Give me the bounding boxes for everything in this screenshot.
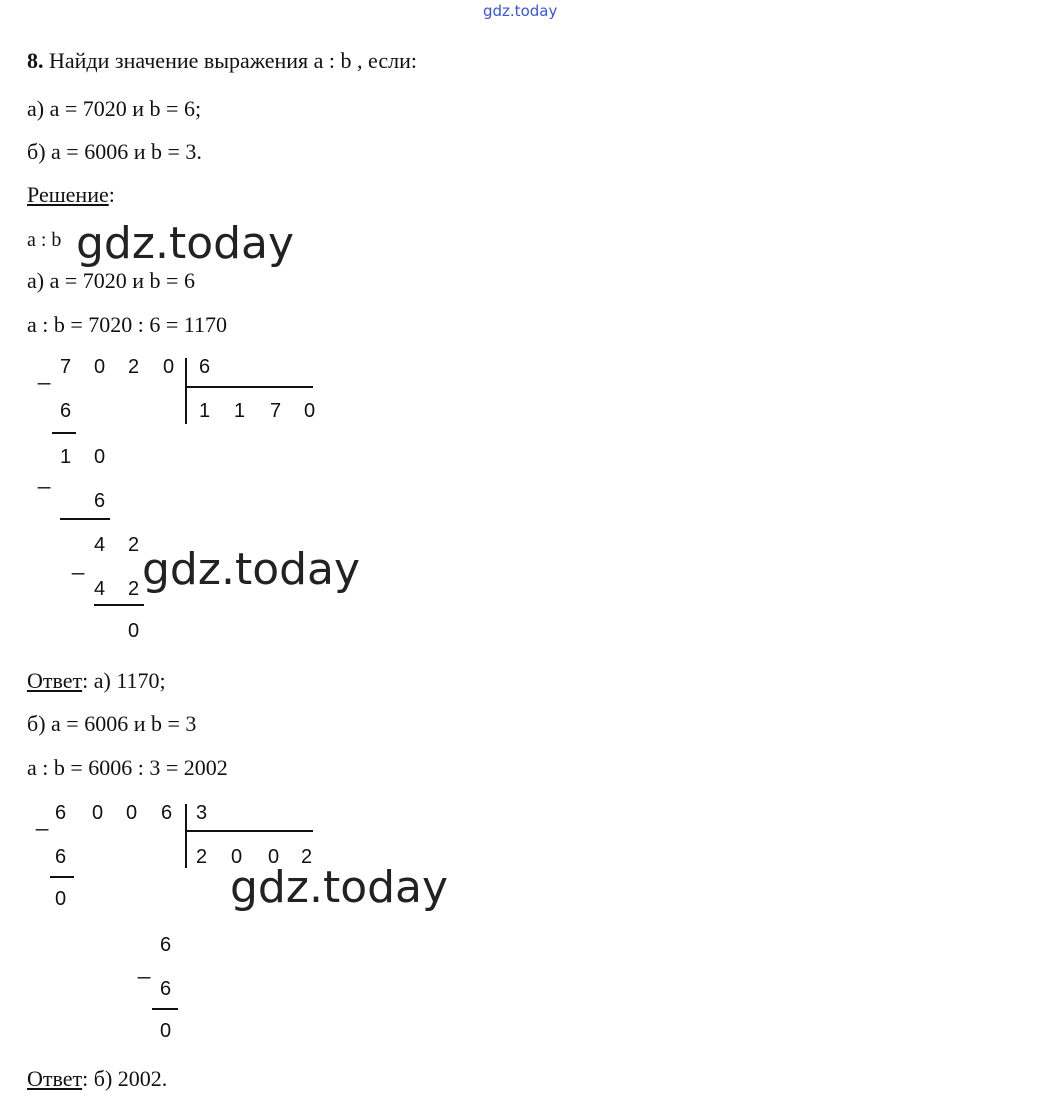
remainder-digit: 2 (128, 534, 140, 556)
answer-label: Ответ (27, 668, 83, 693)
remainder-digit: 1 (60, 446, 72, 468)
dividend-digit: 0 (94, 356, 106, 378)
answer-a (27, 668, 166, 694)
dividend-digit: 6 (55, 802, 67, 824)
division-bar-horizontal (187, 830, 313, 832)
division-bar-horizontal (187, 386, 313, 388)
answer-label: Ответ (27, 1066, 83, 1091)
dividend-digit: 2 (128, 356, 140, 378)
subtraction-line (60, 518, 110, 520)
minus-sign: _ (36, 806, 49, 831)
division-bar-vertical (185, 804, 187, 868)
task-text: Найди значение выражения a : b , если: (43, 48, 417, 73)
solution-expression: a : b (27, 229, 62, 251)
final-remainder: 0 (128, 620, 140, 642)
quotient-digit: 0 (304, 400, 316, 422)
quotient-digit: 7 (270, 400, 282, 422)
solution-heading (27, 182, 115, 208)
subtrahend: 6 (160, 978, 172, 1000)
quotient-digit: 0 (268, 846, 280, 868)
remainder: 0 (55, 888, 67, 910)
part-a-equation: a : b = 7020 : 6 = 1170 (27, 312, 227, 337)
solution-label: Решение (27, 182, 109, 207)
watermark-3: gdz.today (230, 862, 449, 913)
divisor: 3 (196, 802, 208, 824)
subtrahend: 6 (94, 490, 106, 512)
answer-text: : а) 1170; (82, 668, 166, 693)
subtrahend: 6 (60, 400, 72, 422)
solution-colon: : (108, 182, 115, 207)
task-number: 8. (27, 48, 44, 73)
part-a-given: а) a = 7020 и b = 6 (27, 268, 195, 293)
quotient-digit: 1 (199, 400, 211, 422)
answer-text: : б) 2002. (82, 1066, 168, 1091)
final-remainder: 0 (160, 1020, 172, 1042)
part-b-given: б) a = 6006 и b = 3 (27, 711, 197, 736)
quotient-digit: 2 (301, 846, 313, 868)
part-b-equation: a : b = 6006 : 3 = 2002 (27, 755, 228, 780)
remainder-digit: 0 (94, 446, 106, 468)
remainder-digit: 6 (160, 934, 172, 956)
minus-sign: _ (38, 360, 51, 385)
watermark-2: gdz.today (142, 544, 361, 595)
dividend-digit: 0 (163, 356, 175, 378)
task-item-a: а) a = 7020 и b = 6; (27, 96, 202, 121)
minus-sign: _ (138, 954, 151, 979)
quotient-digit: 2 (196, 846, 208, 868)
remainder-digit: 4 (94, 534, 106, 556)
dividend-digit: 0 (126, 802, 138, 824)
subtraction-line (152, 1008, 178, 1010)
watermark-1: gdz.today (76, 218, 295, 269)
subtraction-line (52, 432, 76, 434)
task-item-b: б) a = 6006 и b = 3. (27, 139, 202, 164)
divisor: 6 (199, 356, 211, 378)
subtrahend: 6 (55, 846, 67, 868)
dividend-digit: 7 (60, 356, 72, 378)
subtraction-line (50, 876, 74, 878)
dividend-digit: 0 (92, 802, 104, 824)
minus-sign: _ (72, 550, 85, 575)
division-bar-vertical (185, 358, 187, 424)
subtraction-line (94, 604, 144, 606)
task-statement (27, 48, 417, 74)
dividend-digit: 6 (161, 802, 173, 824)
quotient-digit: 0 (231, 846, 243, 868)
minus-sign: _ (38, 464, 51, 489)
watermark-top: gdz.today (483, 2, 558, 20)
answer-b (27, 1066, 167, 1092)
subtrahend: 2 (128, 578, 140, 600)
subtrahend: 4 (94, 578, 106, 600)
quotient-digit: 1 (234, 400, 246, 422)
